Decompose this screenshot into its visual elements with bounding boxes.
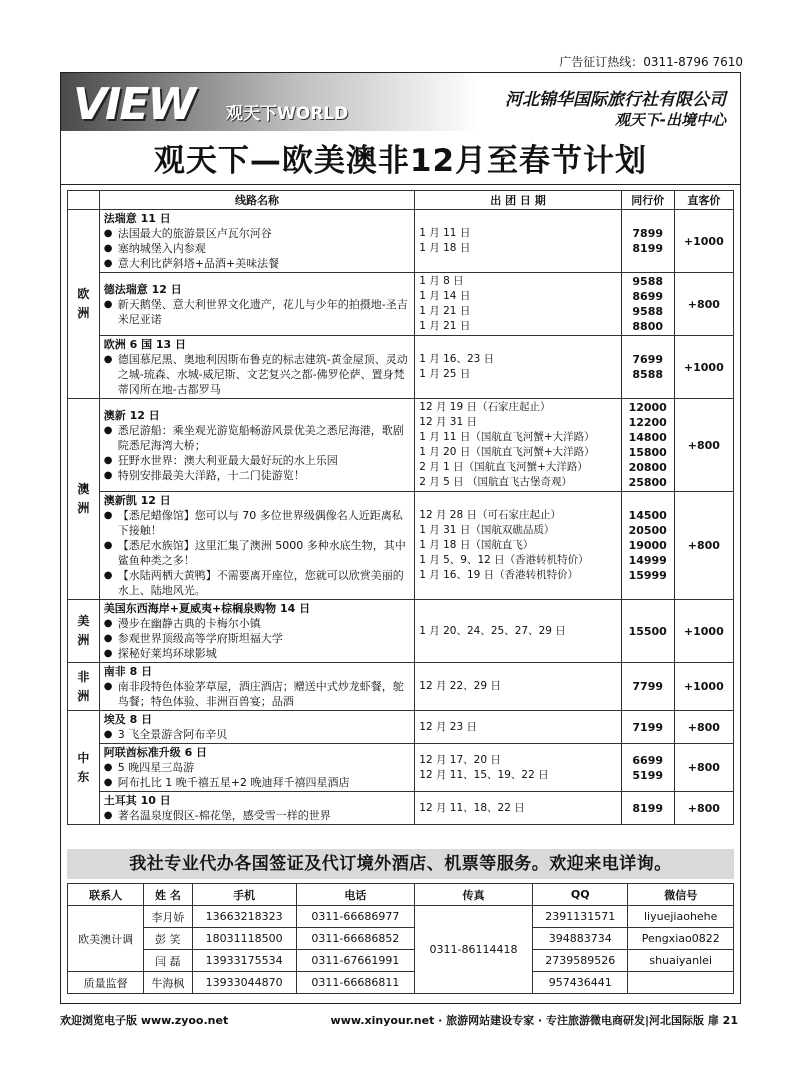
- region-america: 美洲: [68, 600, 100, 663]
- departure-date: 1 月 20、24、25、27、29 日: [419, 624, 566, 637]
- trade-price: 15999: [628, 569, 667, 582]
- trade-price: 5199: [632, 768, 664, 782]
- route-cell: [99, 210, 415, 273]
- trade-price: 20800: [628, 461, 667, 474]
- trade-price: 19000: [628, 539, 667, 552]
- contact-phone: 0311-67661991: [296, 950, 414, 972]
- route-highlight: ● 3 飞全景游含阿布辛贝: [104, 727, 411, 742]
- company-name: 河北锦华国际旅行社有限公司: [505, 90, 726, 110]
- trade-price: 12000: [628, 401, 667, 414]
- contact-name: 牛海枫: [144, 972, 192, 994]
- trade-price: 14500: [628, 509, 667, 522]
- route-highlight: ● 塞纳城堡入内参观: [104, 241, 411, 256]
- route-title: 欧洲 6 国 13 日: [103, 338, 187, 351]
- contact-phone: 0311-66686811: [296, 972, 414, 994]
- price-cell: [621, 744, 674, 792]
- departure-date: 1 月 14 日: [419, 290, 471, 302]
- route-highlight: ● 狂野水世界：澳大利亚最大最好玩的水上乐园: [104, 453, 411, 468]
- date-cell: [415, 273, 621, 336]
- extra-price: +1000: [674, 663, 733, 711]
- departure-date: 1 月 20 日（国航直飞河蟹+大洋路）: [419, 446, 595, 458]
- contact-fax: 0311-86114418: [414, 906, 532, 994]
- route-table: [67, 190, 734, 825]
- footer-left: 欢迎浏览电子版 www.zyoo.net: [60, 1014, 229, 1027]
- trade-price: 14999: [628, 554, 667, 567]
- contact-qq: 2391131571: [533, 906, 628, 928]
- table-row: [68, 336, 734, 399]
- route-cell: [99, 792, 415, 825]
- departure-date: 12 月 31 日: [419, 416, 478, 428]
- departure-date: 1 月 16、19 日（香港转机特价）: [419, 569, 579, 581]
- region-africa: 非洲: [68, 663, 100, 711]
- route-cell: [99, 492, 415, 600]
- contact-row: [68, 906, 734, 928]
- route-highlight: ● 【水陆两栖大黄鸭】不需要离开座位，您就可以欣赏美丽的水上、陆地风光。: [104, 568, 411, 598]
- trade-price: 8199: [632, 801, 664, 815]
- trade-price: 20500: [628, 524, 667, 537]
- date-cell: [415, 399, 621, 492]
- trade-price: 7699: [632, 353, 664, 366]
- departure-date: 1 月 11 日: [419, 227, 471, 239]
- contact-header: QQ: [533, 884, 628, 906]
- departure-date: 12 月 28 日（可石家庄起止）: [419, 509, 561, 521]
- trade-price: 25800: [628, 476, 667, 489]
- contact-wechat: Pengxiao0822: [628, 928, 734, 950]
- route-title: 美国东西海岸+夏威夷+棕榈泉购物 14 日: [103, 602, 311, 615]
- departure-date: 1 月 16、23 日: [419, 353, 495, 365]
- route-highlight: ● 特别安排最美大洋路，十二门徒游览！: [104, 468, 411, 483]
- region-header: [68, 191, 100, 210]
- contact-name: 彭 笑: [144, 928, 192, 950]
- table-row: [68, 273, 734, 336]
- departure-date: 1 月 18 日（国航直飞）: [419, 539, 534, 551]
- departure-date: 12 月 17、20 日: [419, 753, 501, 766]
- extra-price: +800: [674, 744, 733, 792]
- trade-price: 15800: [628, 446, 667, 459]
- contact-row: [68, 972, 734, 994]
- trade-price: 6699: [632, 753, 664, 767]
- contact-wechat: [628, 972, 734, 994]
- ad-hotline: 广告征订热线：0311-8796 7610: [559, 55, 743, 69]
- route-cell: [99, 711, 415, 744]
- page-title: 观天下—欧美澳非12月至春节计划: [153, 143, 648, 179]
- table-row: [68, 600, 734, 663]
- price-cell: [621, 663, 674, 711]
- logo-bar: [61, 73, 481, 131]
- trade-price: 9588: [632, 305, 664, 318]
- contact-qq: 957436441: [533, 972, 628, 994]
- contact-header: 电话: [296, 884, 414, 906]
- contact-qq: 394883734: [533, 928, 628, 950]
- trade-price: 8588: [632, 368, 664, 381]
- contact-name: 李月娇: [144, 906, 192, 928]
- date-cell: [415, 711, 621, 744]
- route-title: 法瑞意 11 日: [103, 212, 171, 225]
- extra-price: +1000: [674, 210, 733, 273]
- contact-row: [68, 928, 734, 950]
- price-cell: [621, 210, 674, 273]
- price-cell: [621, 336, 674, 399]
- departure-date: 2 月 5 日 （国航直飞古堡奇观）: [419, 476, 572, 488]
- route-highlight: ● 漫步在幽静古典的卡梅尔小镇: [104, 616, 411, 631]
- route-highlight: ● 参观世界顶级高等学府斯坦福大学: [104, 631, 411, 646]
- table-row: [68, 711, 734, 744]
- route-highlight: ● 阿布扎比 1 晚千禧五星+2 晚迪拜千禧四星酒店: [104, 775, 411, 790]
- table-row: [68, 210, 734, 273]
- table-header: [68, 191, 734, 210]
- extra-price: +800: [674, 492, 733, 600]
- route-header: 线路名称: [99, 191, 415, 210]
- date-cell: [415, 792, 621, 825]
- date-cell: [415, 210, 621, 273]
- trade-price: 14800: [628, 431, 667, 444]
- departure-date: 12 月 22、29 日: [419, 680, 501, 692]
- trade-price: 7799: [632, 680, 664, 693]
- logo-subtitle: 观天下WORLD: [226, 104, 349, 124]
- trade-price: 7199: [632, 720, 664, 734]
- departure-date: 2 月 1 日（国航直飞河蟹+大洋路）: [419, 461, 588, 473]
- contact-qq: 2739589526: [533, 950, 628, 972]
- route-cell: [99, 399, 415, 492]
- extra-price: +800: [674, 792, 733, 825]
- contact-phone: 0311-66686977: [296, 906, 414, 928]
- date-cell: [415, 336, 621, 399]
- contact-wechat: liyuejiaohehe: [628, 906, 734, 928]
- service-banner: 我社专业代办各国签证及代订境外酒店、机票等服务。欢迎来电详询。: [67, 849, 734, 879]
- extra-price: +1000: [674, 336, 733, 399]
- departure-date: 1 月 31 日（国航双礁品质）: [419, 524, 555, 536]
- route-highlight: ● 著名温泉度假区-棉花堡，感受雪一样的世界: [104, 808, 411, 823]
- logo-text: VIEW: [73, 79, 195, 130]
- price-cell: [621, 273, 674, 336]
- price-cell: [621, 399, 674, 492]
- route-cell: [99, 744, 415, 792]
- table-row: [68, 744, 734, 792]
- date-header: 出 团 日 期: [415, 191, 621, 210]
- extra-header: 直客价: [674, 191, 733, 210]
- price-cell: [621, 711, 674, 744]
- region-mideast: 中东: [68, 711, 100, 825]
- route-highlight: ● 意大利比萨斜塔+品酒+美味法餐: [104, 256, 411, 271]
- trade-price: 7899: [632, 227, 664, 240]
- route-title: 埃及 8 日: [103, 713, 153, 726]
- price-header: 同行价: [621, 191, 674, 210]
- route-highlight: ● 南非段特色体验茅草屋，酒庄酒店；赠送中式炒龙虾餐，鸵鸟餐；特色体验、非洲百兽宴；品酒: [104, 679, 411, 709]
- route-highlight: ● 【悉尼水族馆】这里汇集了澳洲 5000 多种水底生物，其中鲨鱼种类之多！: [104, 538, 411, 568]
- trade-price: 15500: [628, 624, 667, 638]
- departure-date: 12 月 23 日: [419, 720, 478, 733]
- trade-price: 8199: [632, 242, 664, 255]
- route-cell: [99, 600, 415, 663]
- date-cell: [415, 492, 621, 600]
- departure-date: 1 月 18 日: [419, 242, 471, 254]
- route-title: 南非 8 日: [103, 665, 153, 678]
- departure-date: 12 月 11、18、22 日: [419, 801, 525, 814]
- route-cell: [99, 273, 415, 336]
- contact-table: [67, 883, 734, 994]
- contact-mobile: 13663218323: [192, 906, 296, 928]
- price-cell: [621, 792, 674, 825]
- table-row: [68, 663, 734, 711]
- route-title: 阿联酋标准升级 6 日: [103, 746, 208, 759]
- route-title: 澳新凯 12 日: [103, 494, 171, 507]
- route-highlight: ● 【悉尼蜡像馆】您可以与 70 多位世界级偶像名人近距离私下接触！: [104, 508, 411, 538]
- trade-price: 9588: [632, 275, 664, 288]
- route-highlight: ● 探秘好莱坞环球影城: [104, 646, 411, 661]
- contact-wechat: shuaiyanlei: [628, 950, 734, 972]
- contact-mobile: 18031118500: [192, 928, 296, 950]
- price-cell: [621, 600, 674, 663]
- contact-mobile: 13933044870: [192, 972, 296, 994]
- contact-header: 微信号: [628, 884, 734, 906]
- departure-date: 1 月 25 日: [419, 368, 471, 380]
- extra-price: +1000: [674, 600, 733, 663]
- route-highlight: ● 法国最大的旅游景区卢瓦尔河谷: [104, 226, 411, 241]
- header: [61, 73, 740, 185]
- route-highlight: ● 5 晚四星三岛游: [104, 760, 411, 775]
- route-title: 德法瑞意 12 日: [103, 282, 182, 296]
- trade-price: 8800: [632, 320, 664, 333]
- table-row: [68, 792, 734, 825]
- route-title: 澳新 12 日: [103, 408, 160, 422]
- contact-mobile: 13933175534: [192, 950, 296, 972]
- contact-header: 手机: [192, 884, 296, 906]
- page-frame: [60, 72, 741, 1004]
- contact-header: 联系人: [68, 884, 144, 906]
- region-oceania: 澳洲: [68, 399, 100, 600]
- contact-group: 质量监督: [68, 972, 144, 994]
- route-title: 土耳其 10 日: [103, 794, 171, 807]
- table-row: [68, 492, 734, 600]
- departure-date: 1 月 5、9、12 日（香港转机特价）: [419, 554, 589, 566]
- contact-header-row: [68, 884, 734, 906]
- departure-date: 12 月 19 日（石家庄起止）: [419, 401, 551, 413]
- contact-header: 传真: [414, 884, 532, 906]
- region-europe: 欧洲: [68, 210, 100, 399]
- extra-price: +800: [674, 399, 733, 492]
- department-name: 观天下-出境中心: [614, 111, 726, 129]
- contact-group: 欧美澳计调: [68, 906, 144, 972]
- contact-name: 闫 磊: [144, 950, 192, 972]
- departure-date: 1 月 11 日（国航直飞河蟹+大洋路）: [419, 431, 595, 443]
- contact-header: 姓 名: [144, 884, 192, 906]
- date-cell: [415, 663, 621, 711]
- extra-price: +800: [674, 273, 733, 336]
- departure-date: 1 月 21 日: [419, 320, 471, 332]
- trade-price: 12200: [628, 416, 667, 429]
- contact-phone: 0311-66686852: [296, 928, 414, 950]
- route-cell: [99, 663, 415, 711]
- date-cell: [415, 744, 621, 792]
- contact-row: [68, 950, 734, 972]
- route-highlight: ● 德国慕尼黑、奥地利因斯布鲁克的标志建筑-黄金屋顶、灵动之城-琉森、水城-威尼斯、文艺复兴之都-佛罗伦萨、置身梵蒂冈所在地-古都罗马: [104, 352, 411, 397]
- departure-date: 1 月 21 日: [419, 305, 471, 317]
- price-cell: [621, 492, 674, 600]
- extra-price: +800: [674, 711, 733, 744]
- departure-date: 1 月 8 日: [419, 275, 464, 287]
- route-cell: [99, 336, 415, 399]
- table-row: [68, 399, 734, 492]
- route-highlight: ● 新天鹅堡、意大利世界文化遗产，花儿与少年的拍摄地-圣吉米尼亚诺: [104, 297, 411, 327]
- departure-date: 12 月 11、15、19、22 日: [419, 768, 549, 781]
- footer-right: www.xinyour.net · 旅游网站建设专家 · 专注旅游微电商研发|河北国际版 扉 21: [330, 1014, 738, 1027]
- route-highlight: ● 悉尼游船：乘坐观光游览船畅游风景优美之悉尼海港，歌剧院悉尼海湾大桥；: [104, 423, 411, 453]
- trade-price: 8699: [632, 290, 664, 303]
- date-cell: [415, 600, 621, 663]
